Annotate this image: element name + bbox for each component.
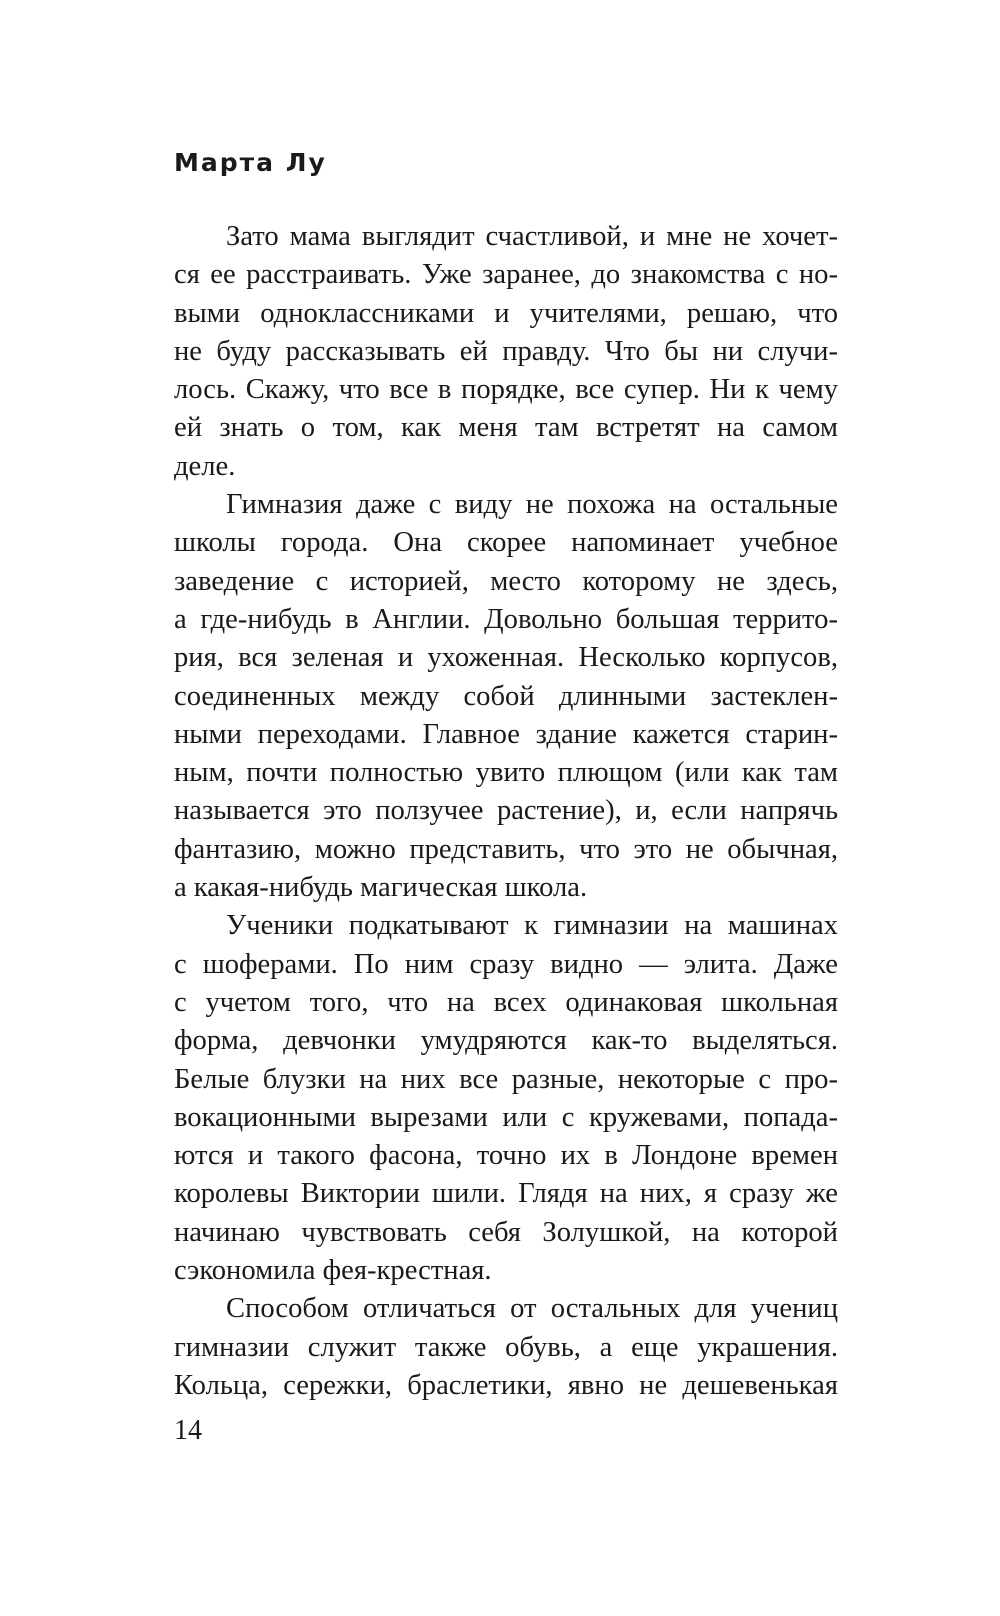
text-line: ся ее расстраивать. Уже заранее, до знакомства с но- <box>174 259 838 291</box>
text-line: вокационными вырезами или с кружевами, попада- <box>174 1101 838 1133</box>
text-line: Кольца, сережки, браслетики, явно не дешевенькая <box>174 1369 838 1401</box>
running-head-author: Марта Лу <box>174 148 327 177</box>
text-line: лось. Скажу, что все в порядке, все супер. Ни к чему <box>174 374 838 406</box>
text-line: а какая-нибудь магическая школа. <box>174 872 588 904</box>
text-line: Белые блузки на них все разные, некоторые с про- <box>174 1063 838 1095</box>
body-text <box>174 218 838 1405</box>
text-line: не буду рассказывать ей правду. Что бы ни случи- <box>174 335 838 367</box>
text-line: школы города. Она скорее напоминает учебное <box>174 527 838 559</box>
text-line: деле. <box>174 450 236 482</box>
text-line: соединенных между собой длинными застеклен- <box>174 680 838 712</box>
text-line: фантазию, можно представить, что это не обычная, <box>174 833 838 865</box>
text-line: ются и такого фасона, точно их в Лондоне времен <box>174 1140 838 1172</box>
text-line: ным, почти полностью увито плющом (или как там <box>174 757 838 789</box>
text-line: называется это ползучее растение), и, если напрячь <box>174 795 838 827</box>
text-line: а где-нибудь в Англии. Довольно большая террито- <box>174 603 838 635</box>
text-line: рия, вся зеленая и ухоженная. Несколько корпусов, <box>174 642 838 674</box>
text-line: ей знать о том, как меня там встретят на самом <box>174 412 838 444</box>
text-line: выми одноклассниками и учителями, решаю, что <box>174 297 838 329</box>
text-line: ными переходами. Главное здание кажется старин- <box>174 718 838 750</box>
text-line: форма, девчонки умудряются как-то выделяться. <box>174 1025 838 1057</box>
page-number: 14 <box>174 1415 202 1446</box>
text-line: Гимназия даже с виду не похожа на остальные <box>226 489 838 521</box>
text-line: с шоферами. По ним сразу видно — элита. Даже <box>174 948 838 980</box>
text-line: с учетом того, что на всех одинаковая школьная <box>174 986 838 1018</box>
text-line: Способом отличаться от остальных для учениц <box>226 1293 838 1325</box>
text-line: сэкономила фея-крестная. <box>174 1255 492 1287</box>
text-line: Ученики подкатывают к гимназии на машинах <box>226 910 838 942</box>
text-line: Зато мама выглядит счастливой, и мне не хочет- <box>226 221 838 252</box>
text-line: гимназии служит также обувь, а еще украшения. <box>174 1331 838 1363</box>
text-line: королевы Виктории шили. Глядя на них, я сразу же <box>174 1178 838 1210</box>
text-line: заведение с историей, место которому не здесь, <box>174 565 838 597</box>
text-line: начинаю чувствовать себя Золушкой, на которой <box>174 1216 838 1248</box>
